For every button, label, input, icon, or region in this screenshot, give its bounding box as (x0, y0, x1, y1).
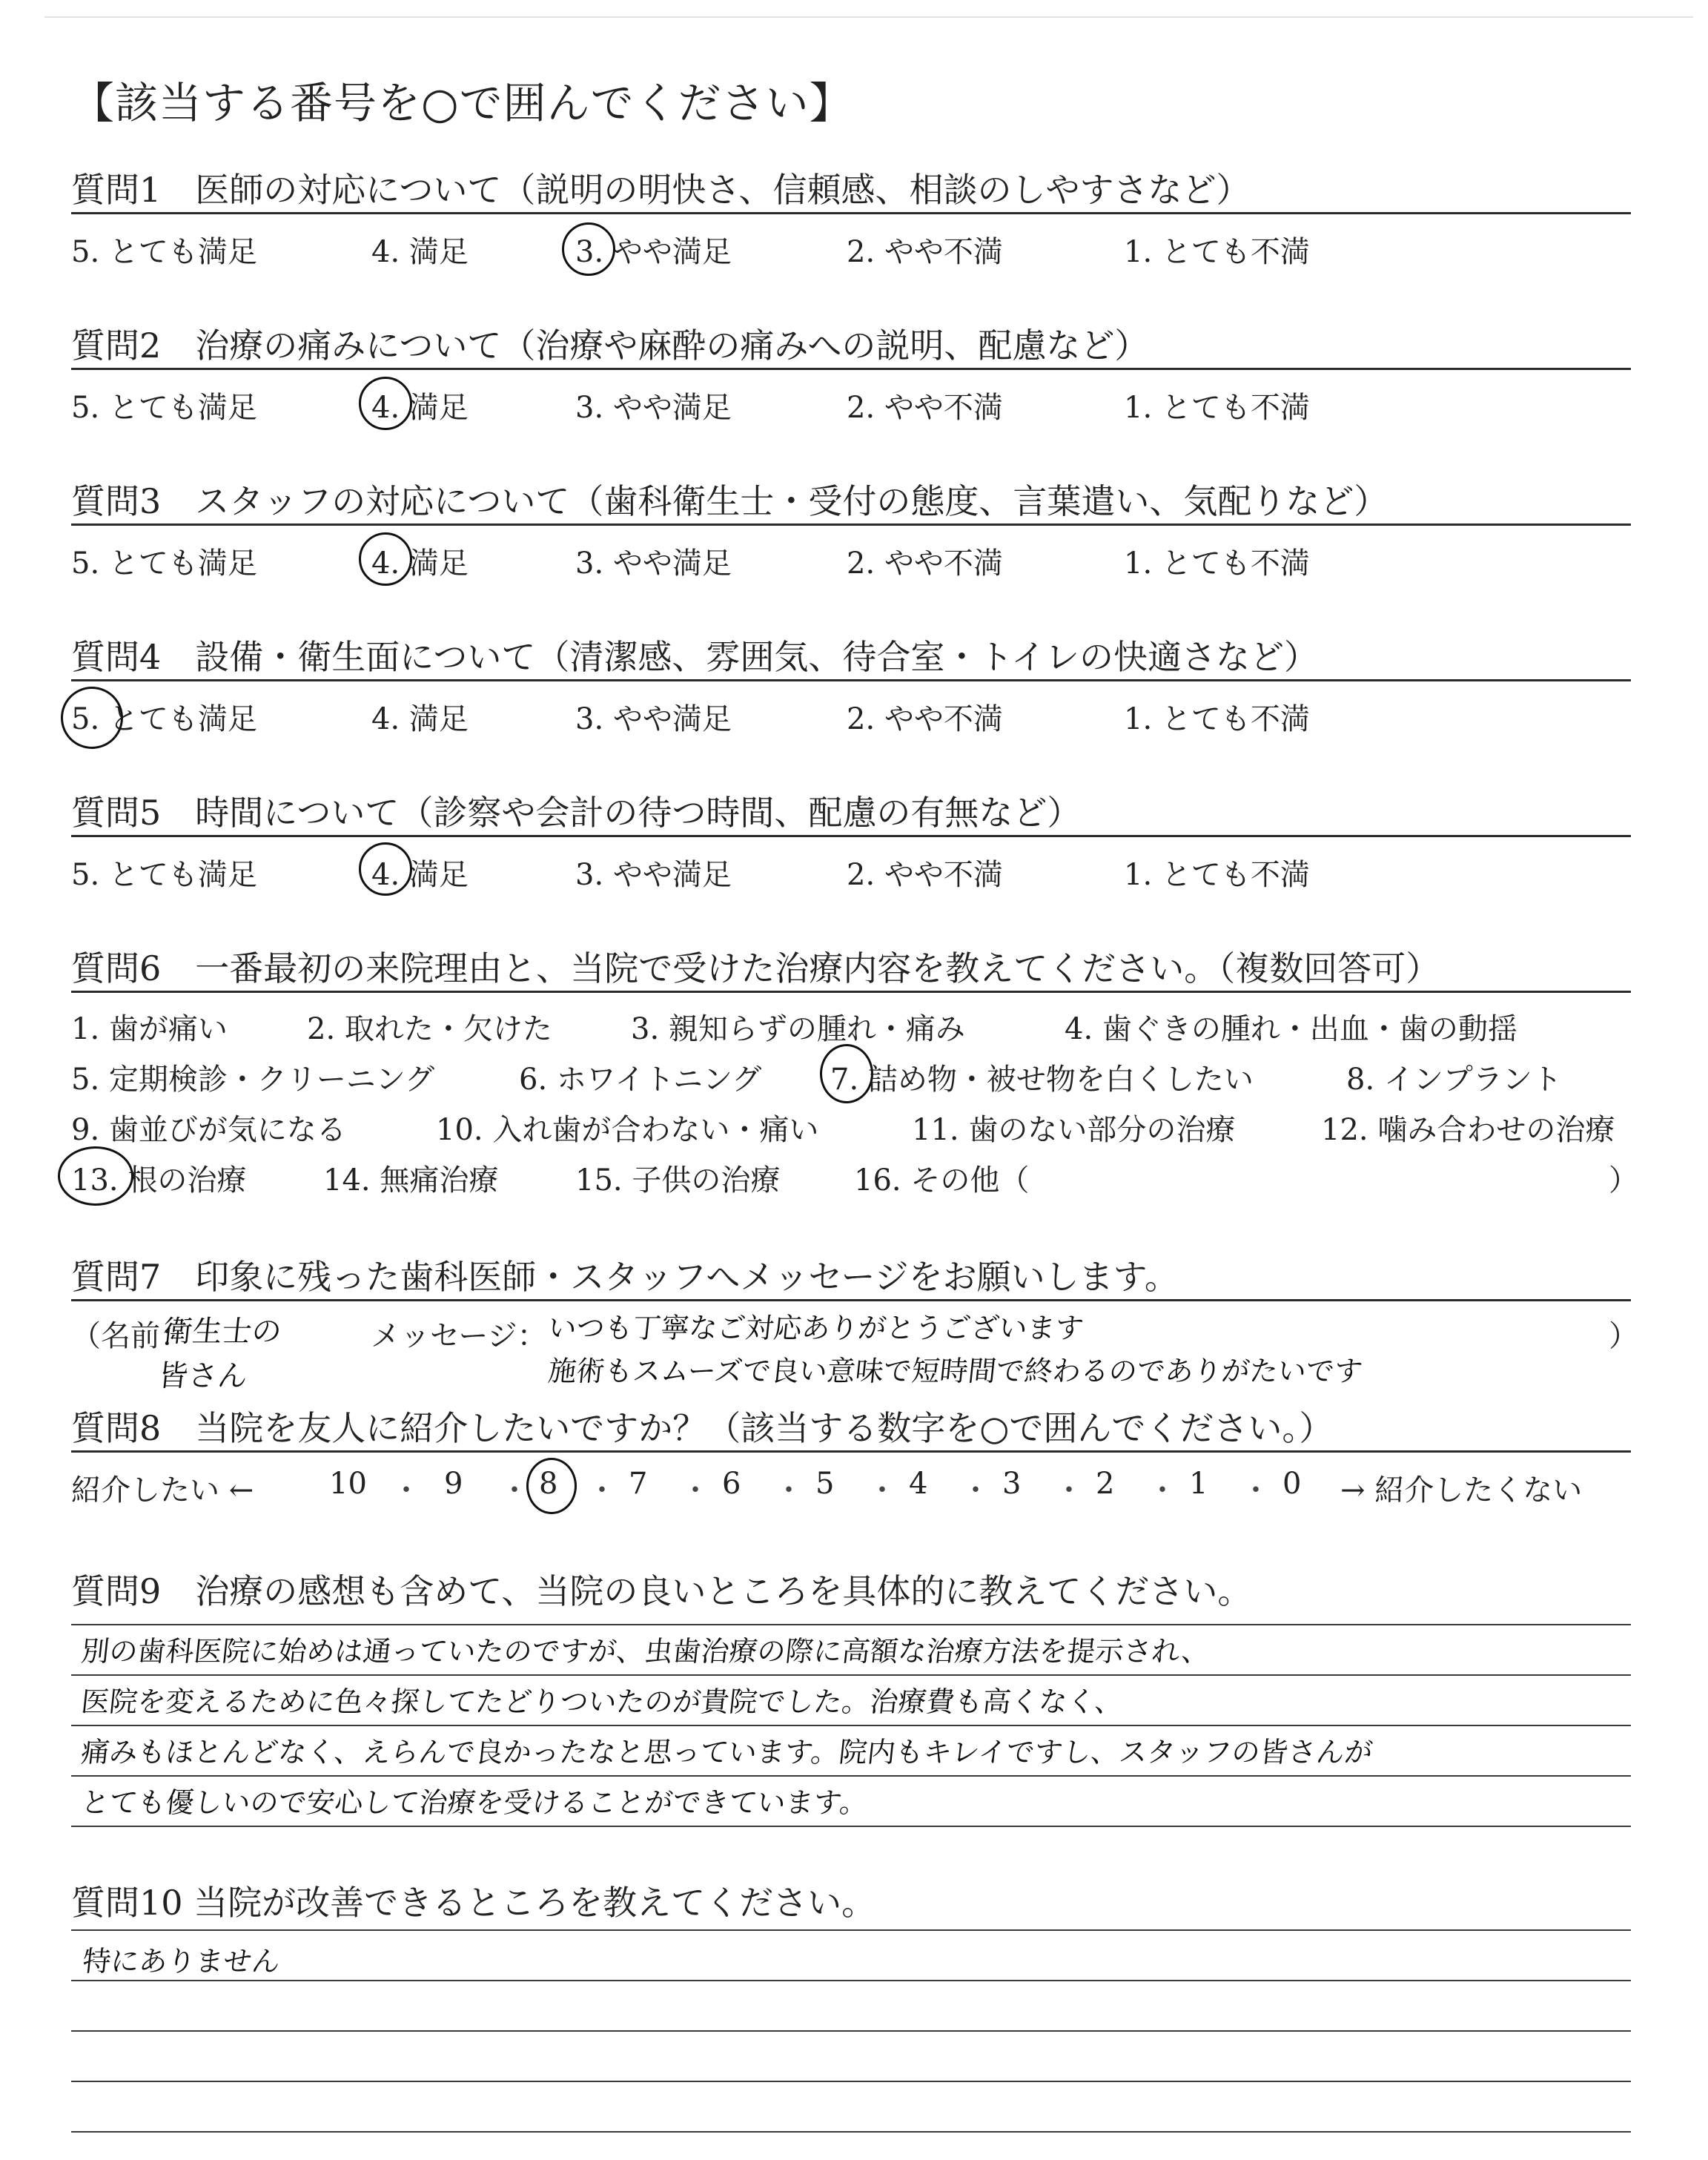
close-paren: ） (1609, 1163, 1638, 1198)
writing-line (71, 1980, 1631, 1981)
question-label: 質問10 当院が改善できるところを教えてください。 (71, 1883, 876, 1923)
question-label: 質問2 治療の痛みについて（治療や麻酔の痛みへの説明、配慮など） (71, 326, 1149, 366)
question-label: 質問4 設備・衛生面について（清潔感、雰囲気、待合室・トイレの快適さなど） (71, 637, 1319, 677)
writing-line (71, 1826, 1631, 1827)
option-2[interactable]: 2. やや不満 (847, 546, 1003, 581)
handwritten-answer-line: 医院を変えるために色々探してたどりついたのが貴院でした。治療費も高くなく、 (79, 1685, 1125, 1718)
handwritten-answer-line: とても優しいので安心して治療を受けることができています。 (79, 1786, 870, 1819)
reason-option[interactable]: 12. 噛み合わせの治療 (1321, 1113, 1615, 1147)
reason-option[interactable]: 2. 取れた・欠けた (307, 1012, 552, 1046)
reason-option[interactable]: 1. 歯が痛い (71, 1012, 228, 1046)
reason-option[interactable]: 16. その他（ (854, 1163, 1030, 1198)
handwritten-name: 衛生士の (161, 1315, 284, 1349)
scale-number[interactable]: 5 (815, 1467, 835, 1501)
option-1[interactable]: 1. とても不満 (1124, 702, 1310, 736)
writing-line (71, 1725, 1631, 1726)
reason-option[interactable]: 10. 入れ歯が合わない・痛い (436, 1113, 819, 1147)
option-3[interactable]: 3. やや満足 (575, 546, 732, 581)
reason-option[interactable]: 6. ホワイトニング (519, 1063, 762, 1097)
reason-option[interactable]: 3. 親知らずの腫れ・痛み (631, 1012, 965, 1046)
question-rule (71, 1299, 1631, 1301)
message-prefix: メッセージ： (371, 1319, 547, 1353)
option-1[interactable]: 1. とても不満 (1124, 391, 1310, 425)
question-label: 質問9 治療の感想も含めて、当院の良いところを具体的に教えてください。 (71, 1571, 1252, 1611)
reason-option[interactable]: 15. 子供の治療 (575, 1163, 781, 1198)
reason-option[interactable]: 13. 根の治療 (71, 1163, 247, 1198)
question-rule (71, 991, 1631, 993)
option-5[interactable]: 5. とても満足 (71, 235, 257, 269)
option-3[interactable]: 3. やや満足 (575, 858, 732, 892)
option-3[interactable]: 3. やや満足 (575, 391, 732, 425)
scale-right-label: → 紹介したくない (1340, 1473, 1583, 1507)
scale-number[interactable]: 2 (1096, 1467, 1115, 1501)
option-5[interactable]: 5. とても満足 (71, 858, 257, 892)
scale-separator: ・ (774, 1473, 804, 1507)
scale-separator: ・ (587, 1473, 617, 1507)
option-4[interactable]: 4. 満足 (371, 235, 469, 269)
option-4[interactable]: 4. 満足 (371, 858, 469, 892)
scale-number[interactable]: 4 (909, 1467, 928, 1501)
handwritten-name: 皆さん (156, 1359, 250, 1393)
question-rule (71, 1450, 1631, 1453)
selection-circle (562, 222, 615, 276)
selection-circle (359, 532, 412, 586)
selection-circle (58, 1146, 133, 1206)
scale-number[interactable]: 9 (444, 1467, 463, 1501)
selection-circle (359, 842, 412, 896)
page-top-edge (44, 16, 1693, 18)
scale-separator: ・ (681, 1473, 710, 1507)
option-2[interactable]: 2. やや不満 (847, 235, 1003, 269)
option-4[interactable]: 4. 満足 (371, 546, 469, 581)
writing-line (71, 1775, 1631, 1777)
writing-line (71, 2131, 1631, 2133)
reason-option[interactable]: 11. 歯のない部分の治療 (912, 1113, 1236, 1147)
option-2[interactable]: 2. やや不満 (847, 702, 1003, 736)
scale-number[interactable]: 10 (329, 1467, 367, 1501)
handwritten-answer-line: 痛みもほとんどなく、えらんで良かったなと思っています。院内もキレイですし、スタッフの皆さんが (79, 1736, 1374, 1768)
question-rule (71, 524, 1631, 526)
writing-line (71, 2081, 1631, 2082)
page-heading: 【該当する番号を○で囲んでください】 (71, 78, 853, 128)
question-rule (71, 679, 1631, 681)
question-rule (71, 835, 1631, 837)
option-1[interactable]: 1. とても不満 (1124, 858, 1310, 892)
reason-option[interactable]: 8. インプラント (1346, 1063, 1562, 1097)
question-label: 質問8 当院を友人に紹介したいですか？（該当する数字を○で囲んでください。） (71, 1408, 1334, 1448)
question-label: 質問5 時間について（診察や会計の待つ時間、配慮の有無など） (71, 793, 1082, 833)
option-2[interactable]: 2. やや不満 (847, 858, 1003, 892)
reason-option[interactable]: 5. 定期検診・クリーニング (71, 1063, 435, 1097)
handwritten-answer-line: 別の歯科医院に始めは通っていたのですが、虫歯治療の際に高額な治療方法を提示され、 (79, 1635, 1212, 1668)
writing-line (71, 1929, 1631, 1931)
handwritten-message: いつも丁寧なご対応ありがとうございます (546, 1312, 1085, 1344)
question-label: 質問1 医師の対応について（説明の明快さ、信頼感、相談のしやすさなど） (71, 170, 1251, 210)
question-rule (71, 368, 1631, 370)
scale-separator: ・ (500, 1473, 529, 1507)
selection-circle (526, 1458, 577, 1514)
option-1[interactable]: 1. とても不満 (1124, 235, 1310, 269)
option-4[interactable]: 4. 満足 (371, 702, 469, 736)
scale-separator: ・ (1148, 1473, 1177, 1507)
writing-line (71, 1674, 1631, 1676)
option-3[interactable]: 3. やや満足 (575, 702, 732, 736)
option-2[interactable]: 2. やや不満 (847, 391, 1003, 425)
reason-option[interactable]: 4. 歯ぐきの腫れ・出血・歯の動揺 (1065, 1012, 1517, 1046)
option-5[interactable]: 5. とても満足 (71, 546, 257, 581)
handwritten-answer: 特にありません (81, 1945, 282, 1978)
reason-option[interactable]: 14. 無痛治療 (323, 1163, 499, 1198)
scale-separator: ・ (1054, 1473, 1084, 1507)
scale-separator: ・ (961, 1473, 990, 1507)
option-3[interactable]: 3. やや満足 (575, 235, 732, 269)
option-5[interactable]: 5. とても満足 (71, 702, 257, 736)
scale-separator: ・ (391, 1473, 421, 1507)
selection-circle (61, 687, 123, 749)
option-4[interactable]: 4. 満足 (371, 391, 469, 425)
selection-circle (359, 377, 412, 430)
question-label: 質問3 スタッフの対応について（歯科衛生士・受付の態度、言葉遣い、気配りなど） (71, 481, 1388, 521)
close-paren: ） (1609, 1319, 1638, 1353)
reason-option[interactable]: 7. 詰め物・被せ物を白くしたい (830, 1063, 1254, 1097)
scale-number[interactable]: 1 (1189, 1467, 1208, 1501)
option-5[interactable]: 5. とても満足 (71, 391, 257, 425)
scale-number[interactable]: 6 (722, 1467, 741, 1501)
name-prefix: （名前： (71, 1319, 190, 1353)
handwritten-message: 施術もスムーズで良い意味で短時間で終わるのでありがたいです (546, 1355, 1365, 1387)
writing-line (71, 2030, 1631, 2032)
scale-number[interactable]: 7 (629, 1467, 648, 1501)
scale-number[interactable]: 3 (1002, 1467, 1022, 1501)
selection-circle (820, 1044, 873, 1103)
scale-number[interactable]: 0 (1282, 1467, 1302, 1501)
scale-separator: ・ (1241, 1473, 1271, 1507)
scale-left-label: 紹介したい ← (71, 1473, 254, 1507)
scale-separator: ・ (867, 1473, 897, 1507)
scale-number[interactable]: 8 (539, 1467, 558, 1501)
reason-option[interactable]: 9. 歯並びが気になる (71, 1113, 346, 1147)
question-label: 質問7 印象に残った歯科医師・スタッフへメッセージをお願いします。 (71, 1257, 1179, 1297)
writing-line (71, 1624, 1631, 1625)
question-rule (71, 212, 1631, 214)
question-label: 質問6 一番最初の来院理由と、当院で受けた治療内容を教えてください。（複数回答可） (71, 948, 1440, 988)
option-1[interactable]: 1. とても不満 (1124, 546, 1310, 581)
